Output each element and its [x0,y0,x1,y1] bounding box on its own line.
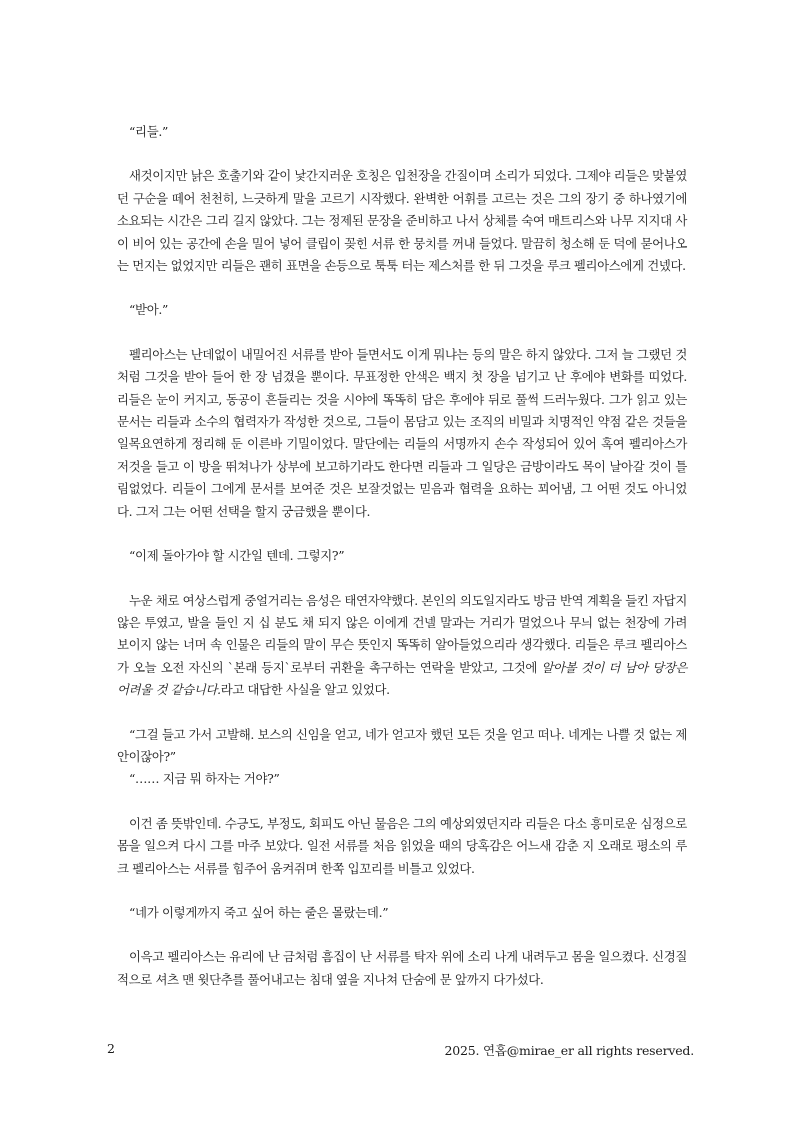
dialogue-line: “네가 이렇게까지 죽고 싶어 하는 줄은 몰랐는데.” [129,904,389,920]
copyright-notice: 2025. 연홉@mirae_er all rights reserved. [444,1043,694,1058]
paragraph-text: 누운 채로 여상스럽게 중얼거리는 음성은 태연자약했다. 본인의 의도일지라도 방금 반역 계획을 들킨 자답지 않은 투였고, 발을 들인 지 십 분도 채 되지 않은 이에게 건넬 말과는 거리가 멀었으나 무늬 없는 천장에 가려 보이지 않는 너머 속 인물은 리들의 말이 무슨 뜻인지 똑똑히 알아들었으리라 생각했다. 리들은 루크 펠리아스가 오늘 오전 자신의 `본래 등지`로부터 귀환을 촉구하는 연락을 받았고, 그것에 [117,592,687,675]
italic-quote: 알아볼 것이 더 남아 당장은 어려울 것 같습니다. [117,659,687,698]
paragraph: 이윽고 펠리아스는 유리에 난 금처럼 흠집이 난 서류를 탁자 위에 소리 나게 내려두고 몸을 일으켰다. 신경질적으로 셔츠 맨 윗단추를 풀어내고는 침대 옆을 지나쳐 단숨에 문 앞까지 다가섰다. [117,949,687,987]
paragraph [117,590,687,702]
paragraph: 펠리아스는 난데없이 내밀어진 서류를 받아 들면서도 이게 뭐냐는 등의 말은 하지 않았다. 그저 늘 그랬던 것처럼 그것을 받아 들어 한 장 넘겼을 뿐이다. 무표정한 안색은 백지 첫 장을 넘기고 난 후에야 변화를 띠었다. 리들은 눈이 커지고, 동공이 흔들리는 것을 시야에 똑똑히 담은 후에야 뒤로 풀썩 드러누웠다. 그가 읽고 있는 문서는 리들과 소수의 협력자가 작성한 것으로, 그들이 몸담고 있는 조직의 비밀과 치명적인 약점 같은 것들을 일목요연하게 정리해 둔 이른바 기밀이었다. 말단에는 리들의 서명까지 손수 작성되어 있어 혹여 펠리아스가 저것을 들고 이 방을 뛰쳐나가 상부에 보고하기라도 한다면 리들과 그 일당은 금방이라도 목이 날아갈 것이 틀림없었다. 리들이 그에게 문서를 보여준 것은 보잘것없는 믿음과 협력을 요하는 꾀어냄, 그 어떤 것도 아니었다. 그저 그는 어떤 선택을 할지 궁금했을 뿐이다. [117,346,687,519]
body-text [117,121,687,991]
dialogue-line: “받아.” [129,302,169,318]
paragraph: 새것이지만 낡은 호출기와 같이 낯간지러운 호칭은 입천장을 간질이며 소리가 되었다. 그제야 리들은 맞붙였던 구순을 떼어 천천히, 느긋하게 말을 고르기 시작했다. 완벽한 어휘를 고르는 것은 그의 장기 중 하나였기에 소요되는 시간은 그리 길지 않았다. 그는 정제된 문장을 준비하고 나서 상체를 숙여 매트리스와 나무 지지대 사이 비어 있는 공간에 손을 밀어 넣어 클립이 꽂힌 서류 한 뭉치를 꺼내 들었다. 말끔히 청소해 둔 덕에 묻어나오는 먼지는 없었지만 리들은 괜히 표면을 손등으로 툭툭 터는 제스처를 한 뒤 그것을 루크 펠리아스에게 건넸다. [117,168,687,274]
page-number: 2 [107,1041,115,1056]
dialogue-paragraph: “그걸 들고 가서 고발해. 보스의 신임을 얻고, 네가 얻고자 했던 모든 것을 얻고 떠나. 네게는 나쁠 것 없는 제안이잖아?” [117,726,687,764]
paragraph-text: 라고 대답한 사실을 알고 있었다. [220,682,390,698]
dialogue-line: “…… 지금 뭐 하자는 거야?” [129,771,280,787]
dialogue-line: “리들.” [129,124,169,139]
paragraph: 이건 좀 뜻밖인데. 수긍도, 부정도, 회피도 아닌 물음은 그의 예상외였던지라 리들은 다소 흥미로운 심정으로 몸을 일으켜 다시 그를 마주 보았다. 일전 서류를 처음 읽었을 때의 당혹감은 어느새 감춘 지 오래로 평소의 루크 펠리아스는 서류를 힘주어 움켜쥐며 한쪽 입꼬리를 비틀고 있었다. [117,815,687,876]
dialogue-line: “이제 돌아가야 할 시간일 텐데. 그렇지?” [129,548,345,564]
